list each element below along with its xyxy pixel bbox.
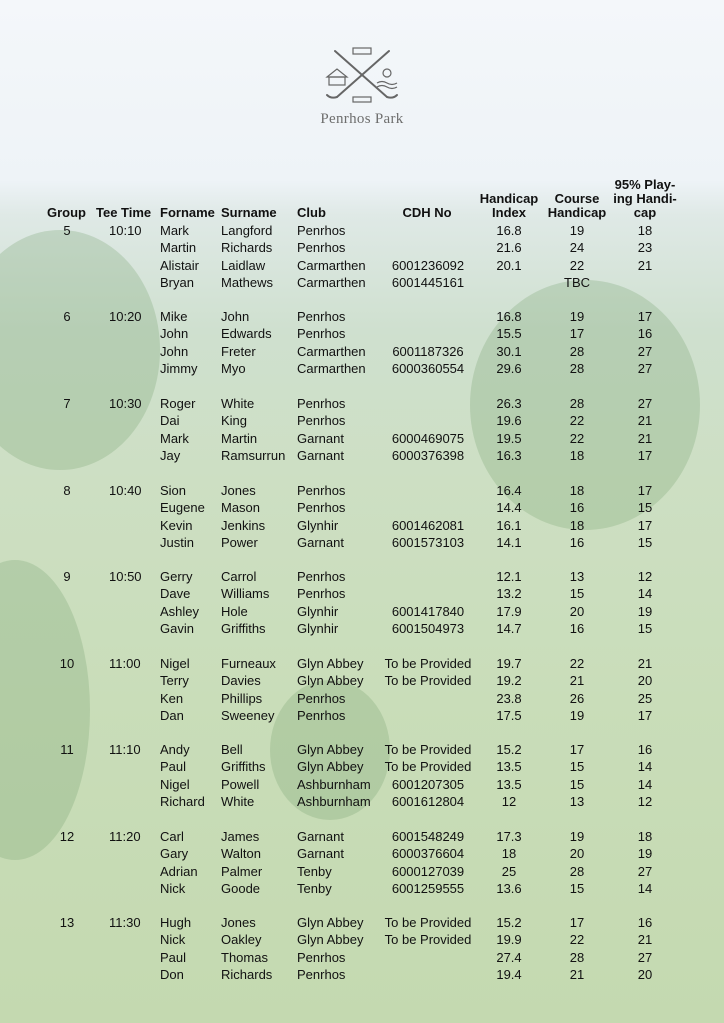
player-index: 13.5 [496, 776, 522, 792]
player-forname: Adrian [160, 863, 198, 879]
golf-clubs-logo-icon [317, 45, 407, 107]
group-number: 8 [63, 483, 71, 498]
player-forname: Justin [160, 534, 194, 550]
player-club: Glynhir [297, 620, 339, 636]
player-forname: Carl [160, 829, 184, 844]
player-club: Garnant [297, 447, 344, 463]
tee-time: 11:00 [109, 656, 141, 671]
player-course: 15 [569, 759, 585, 775]
player-forname: Nigel [160, 656, 190, 671]
brand-name: Penrhos Park [320, 111, 404, 127]
player-cdh: 6001504973 [391, 620, 465, 636]
player-surname: Jenkins [221, 517, 266, 533]
player-course: 19 [569, 707, 585, 723]
player-club: Glyn Abbey [297, 656, 364, 671]
player-course: 28 [569, 396, 585, 411]
player-playing: 20 [637, 966, 653, 982]
player-index: 17.9 [496, 603, 522, 619]
player-course: TBC [564, 274, 590, 290]
player-playing: 27 [637, 863, 653, 879]
player-index: 13.2 [496, 586, 522, 602]
player-index: 19.6 [496, 413, 522, 429]
player-surname: White [221, 793, 255, 809]
player-playing: 27 [637, 949, 653, 965]
player-forname: Don [160, 966, 184, 982]
player-forname: Paul [160, 949, 187, 965]
player-playing: 12 [637, 793, 653, 809]
player-club: Tenby [297, 863, 332, 879]
player-club: Ashburnham [297, 793, 371, 809]
player-cdh: 6001417840 [391, 603, 465, 619]
player-surname: Laidlaw [221, 257, 266, 273]
group-number: 7 [63, 396, 71, 411]
player-course: 18 [569, 517, 585, 533]
player-club: Penrhos [297, 483, 346, 498]
player-surname: Bell [221, 742, 243, 757]
player-course: 21 [569, 966, 585, 982]
player-surname: Langford [221, 223, 273, 238]
player-forname: Jimmy [160, 360, 198, 376]
group-number: 5 [63, 223, 71, 238]
player-course: 19 [569, 829, 585, 844]
player-index: 29.6 [496, 360, 522, 376]
player-course: 22 [569, 257, 585, 273]
player-surname: Sweeney [221, 707, 275, 723]
player-surname: Mason [221, 500, 261, 516]
player-index: 15.2 [496, 742, 522, 757]
player-surname: Griffiths [221, 620, 266, 636]
player-course: 21 [569, 673, 585, 689]
player-cdh: 6001548249 [391, 829, 465, 844]
header-group: Group [47, 205, 86, 220]
header-tee-time: Tee Time [96, 205, 152, 220]
player-club: Penrhos [297, 949, 346, 965]
player-course: 17 [569, 742, 585, 757]
player-surname: Palmer [221, 863, 263, 879]
player-course: 16 [569, 620, 585, 636]
tee-time: 10:10 [109, 223, 142, 238]
player-index: 19.4 [496, 966, 522, 982]
player-course: 16 [569, 500, 585, 516]
player-forname: Dan [160, 707, 184, 723]
player-playing: 21 [637, 430, 653, 446]
player-surname: Edwards [221, 326, 272, 342]
player-cdh: 6001445161 [391, 274, 465, 290]
player-cdh: 6000360554 [391, 360, 465, 376]
player-club: Glyn Abbey [297, 915, 364, 930]
player-forname: Terry [160, 673, 189, 689]
player-forname: Gary [160, 846, 189, 862]
player-playing: 21 [637, 656, 653, 671]
player-cdh: 6000376604 [391, 846, 465, 862]
player-playing: 27 [637, 360, 653, 376]
player-club: Glyn Abbey [297, 759, 364, 775]
player-forname: Gavin [160, 620, 194, 636]
player-cdh: To be Provided [384, 932, 472, 948]
player-club: Penrhos [297, 396, 346, 411]
player-playing: 17 [637, 483, 653, 498]
player-club: Garnant [297, 846, 344, 862]
player-club: Ashburnham [297, 776, 371, 792]
player-playing: 16 [637, 915, 653, 930]
player-surname: John [221, 309, 250, 324]
player-surname: King [221, 413, 248, 429]
player-surname: White [221, 396, 255, 411]
player-course: 28 [569, 949, 585, 965]
player-forname: Kevin [160, 517, 193, 533]
player-forname: John [160, 326, 189, 342]
player-playing: 21 [637, 257, 653, 273]
player-index: 16.8 [496, 309, 522, 324]
header-handicap-index: Handicap Index [479, 191, 539, 220]
player-club: Penrhos [297, 500, 346, 516]
player-surname: Powell [221, 776, 260, 792]
player-index: 21.6 [496, 240, 522, 256]
player-course: 18 [569, 447, 585, 463]
player-course: 13 [569, 793, 585, 809]
header-cdh-no: CDH No [402, 205, 452, 220]
player-club: Penrhos [297, 309, 346, 324]
player-surname: Richards [221, 240, 273, 256]
player-forname: Jay [160, 447, 181, 463]
player-surname: Furneaux [221, 656, 276, 671]
player-playing: 15 [637, 534, 653, 550]
player-course: 22 [569, 413, 585, 429]
player-forname: John [160, 343, 189, 359]
player-playing: 19 [637, 603, 653, 619]
player-course: 22 [569, 430, 585, 446]
player-surname: Hole [221, 603, 248, 619]
player-surname: Myo [221, 360, 246, 376]
player-index: 13.5 [496, 759, 522, 775]
player-index: 27.4 [496, 949, 522, 965]
player-course: 18 [569, 483, 585, 498]
player-playing: 15 [637, 620, 653, 636]
player-index: 15.2 [496, 915, 522, 930]
player-forname: Gerry [160, 569, 193, 584]
player-club: Garnant [297, 430, 344, 446]
player-surname: Ramsurrun [221, 447, 286, 463]
player-course: 22 [569, 656, 585, 671]
player-course: 24 [569, 240, 585, 256]
player-index: 19.5 [496, 430, 522, 446]
player-course: 28 [569, 863, 585, 879]
player-index: 16.3 [496, 447, 522, 463]
player-cdh: 6000127039 [391, 863, 465, 879]
player-course: 19 [569, 309, 585, 324]
player-forname: Sion [160, 483, 187, 498]
group-number: 13 [59, 915, 75, 930]
player-playing: 16 [637, 326, 653, 342]
player-index: 14.7 [496, 620, 522, 636]
player-forname: Nick [160, 880, 186, 896]
player-cdh: To be Provided [384, 915, 472, 930]
player-club: Carmarthen [297, 257, 366, 273]
player-index: 19.2 [496, 673, 522, 689]
player-playing: 12 [637, 569, 653, 584]
player-forname: Mike [160, 309, 188, 324]
player-playing: 17 [637, 517, 653, 533]
player-index: 12 [501, 793, 517, 809]
player-index: 16.1 [496, 517, 522, 533]
group-number: 9 [63, 569, 71, 584]
player-cdh: 6001207305 [391, 776, 465, 792]
player-club: Tenby [297, 880, 332, 896]
player-index: 16.4 [496, 483, 522, 498]
player-club: Penrhos [297, 569, 346, 584]
player-club: Garnant [297, 534, 344, 550]
player-forname: Hugh [160, 915, 192, 930]
player-surname: Freter [221, 343, 256, 359]
player-playing: 25 [637, 690, 653, 706]
player-course: 28 [569, 360, 585, 376]
player-club: Glynhir [297, 517, 339, 533]
player-index: 19.7 [496, 656, 522, 671]
player-index: 17.5 [496, 707, 522, 723]
player-index: 25 [501, 863, 517, 879]
player-course: 15 [569, 880, 585, 896]
tree-shape [0, 230, 160, 470]
player-forname: Ken [160, 690, 184, 706]
player-club: Penrhos [297, 690, 346, 706]
player-course: 17 [569, 915, 585, 930]
player-forname: Dai [160, 413, 180, 429]
tee-time: 11:20 [109, 829, 141, 844]
player-surname: Walton [221, 846, 261, 862]
player-course: 19 [569, 223, 585, 238]
player-cdh: 6001236092 [391, 257, 465, 273]
player-club: Penrhos [297, 223, 346, 238]
player-course: 22 [569, 932, 585, 948]
player-club: Penrhos [297, 966, 346, 982]
group-number: 12 [59, 829, 75, 844]
player-playing: 27 [637, 396, 653, 411]
player-surname: Griffiths [221, 759, 266, 775]
player-index: 23.8 [496, 690, 522, 706]
tee-time: 11:30 [109, 915, 141, 930]
player-playing: 18 [637, 223, 653, 238]
player-index: 14.1 [496, 534, 522, 550]
player-forname: Nick [160, 932, 186, 948]
player-forname: Paul [160, 759, 187, 775]
player-index: 30.1 [496, 343, 522, 359]
player-cdh: 6001187326 [392, 343, 464, 359]
player-forname: Roger [160, 396, 196, 411]
player-playing: 21 [637, 413, 653, 429]
player-surname: Davies [221, 673, 261, 689]
player-forname: Eugene [160, 500, 205, 516]
player-surname: Power [221, 534, 258, 550]
player-playing: 14 [637, 880, 653, 896]
brand-logo [300, 45, 424, 128]
player-surname: Mathews [221, 274, 274, 290]
player-club: Carmarthen [297, 274, 366, 290]
group-number: 6 [63, 309, 71, 324]
player-cdh: 6001462081 [391, 517, 465, 533]
player-surname: Jones [221, 915, 256, 930]
player-course: 20 [569, 603, 585, 619]
header-forname: Forname [160, 205, 215, 220]
player-forname: Alistair [160, 257, 200, 273]
player-index: 12.1 [496, 569, 522, 584]
player-club: Penrhos [297, 586, 346, 602]
player-cdh: To be Provided [384, 742, 472, 757]
player-club: Glyn Abbey [297, 673, 364, 689]
tee-time: 11:10 [109, 742, 141, 757]
player-playing: 14 [637, 586, 653, 602]
player-course: 13 [569, 569, 585, 584]
player-cdh: To be Provided [384, 673, 472, 689]
player-club: Glyn Abbey [297, 932, 364, 948]
player-forname: Mark [160, 430, 189, 446]
player-playing: 14 [637, 776, 653, 792]
header-club: Club [297, 205, 326, 220]
player-club: Glynhir [297, 603, 339, 619]
player-cdh: 6000469075 [391, 430, 465, 446]
player-playing: 16 [637, 742, 653, 757]
player-course: 15 [569, 586, 585, 602]
header-surname: Surname [221, 205, 277, 220]
player-playing: 19 [637, 846, 653, 862]
player-forname: Bryan [160, 274, 194, 290]
player-cdh: 6000376398 [391, 447, 465, 463]
player-club: Penrhos [297, 240, 346, 256]
player-course: 26 [569, 690, 585, 706]
player-cdh: To be Provided [384, 759, 472, 775]
player-course: 20 [569, 846, 585, 862]
player-club: Penrhos [297, 707, 346, 723]
player-club: Glyn Abbey [297, 742, 364, 757]
player-playing: 17 [637, 447, 653, 463]
player-course: 16 [569, 534, 585, 550]
player-club: Garnant [297, 829, 344, 844]
player-forname: Richard [160, 793, 205, 809]
player-index: 16.8 [496, 223, 522, 238]
player-cdh: 6001259555 [391, 880, 465, 896]
player-surname: Thomas [221, 949, 268, 965]
player-club: Penrhos [297, 326, 346, 342]
player-club: Carmarthen [297, 343, 366, 359]
player-playing: 21 [637, 932, 653, 948]
player-index: 17.3 [496, 829, 522, 844]
player-surname: Oakley [221, 932, 262, 948]
player-club: Penrhos [297, 413, 346, 429]
tee-time: 10:50 [109, 569, 142, 584]
player-index: 15.5 [496, 326, 522, 342]
player-forname: Martin [160, 240, 197, 256]
player-forname: Andy [160, 742, 190, 757]
tee-time: 10:20 [109, 309, 142, 324]
player-forname: Dave [160, 586, 191, 602]
tee-time: 10:30 [109, 396, 142, 411]
player-playing: 14 [637, 759, 653, 775]
player-surname: James [221, 829, 260, 844]
player-surname: Goode [221, 880, 261, 896]
player-playing: 15 [637, 500, 653, 516]
player-surname: Martin [221, 430, 258, 446]
player-cdh: To be Provided [384, 656, 472, 671]
player-surname: Jones [221, 483, 256, 498]
player-course: 28 [569, 343, 585, 359]
player-index: 18 [501, 846, 517, 862]
player-playing: 17 [637, 309, 653, 324]
player-playing: 27 [637, 343, 653, 359]
header-playing-handicap: 95% Play- ing Handi- cap [613, 177, 677, 220]
player-course: 15 [569, 776, 585, 792]
player-cdh: 6001612804 [391, 793, 465, 809]
player-index: 13.6 [496, 880, 522, 896]
player-playing: 20 [637, 673, 653, 689]
player-surname: Williams [221, 586, 270, 602]
player-course: 17 [569, 326, 585, 342]
player-forname: Ashley [160, 603, 200, 619]
player-index: 19.9 [496, 932, 522, 948]
tee-time: 10:40 [109, 483, 142, 498]
player-forname: Mark [160, 223, 189, 238]
player-forname: Nigel [160, 776, 190, 792]
player-playing: 17 [637, 707, 653, 723]
tree-shape [0, 560, 90, 860]
player-cdh: 6001573103 [391, 534, 465, 550]
player-index: 26.3 [496, 396, 522, 411]
player-surname: Carrol [221, 569, 257, 584]
header-course-handicap: Course Handicap [547, 191, 607, 220]
player-playing: 18 [637, 829, 653, 844]
player-playing: 23 [637, 240, 653, 256]
player-index: 14.4 [496, 500, 522, 516]
player-index: 20.1 [496, 257, 522, 273]
group-number: 11 [60, 742, 74, 757]
group-number: 10 [59, 656, 75, 671]
player-surname: Richards [221, 966, 273, 982]
player-club: Carmarthen [297, 360, 366, 376]
player-surname: Phillips [221, 690, 263, 706]
